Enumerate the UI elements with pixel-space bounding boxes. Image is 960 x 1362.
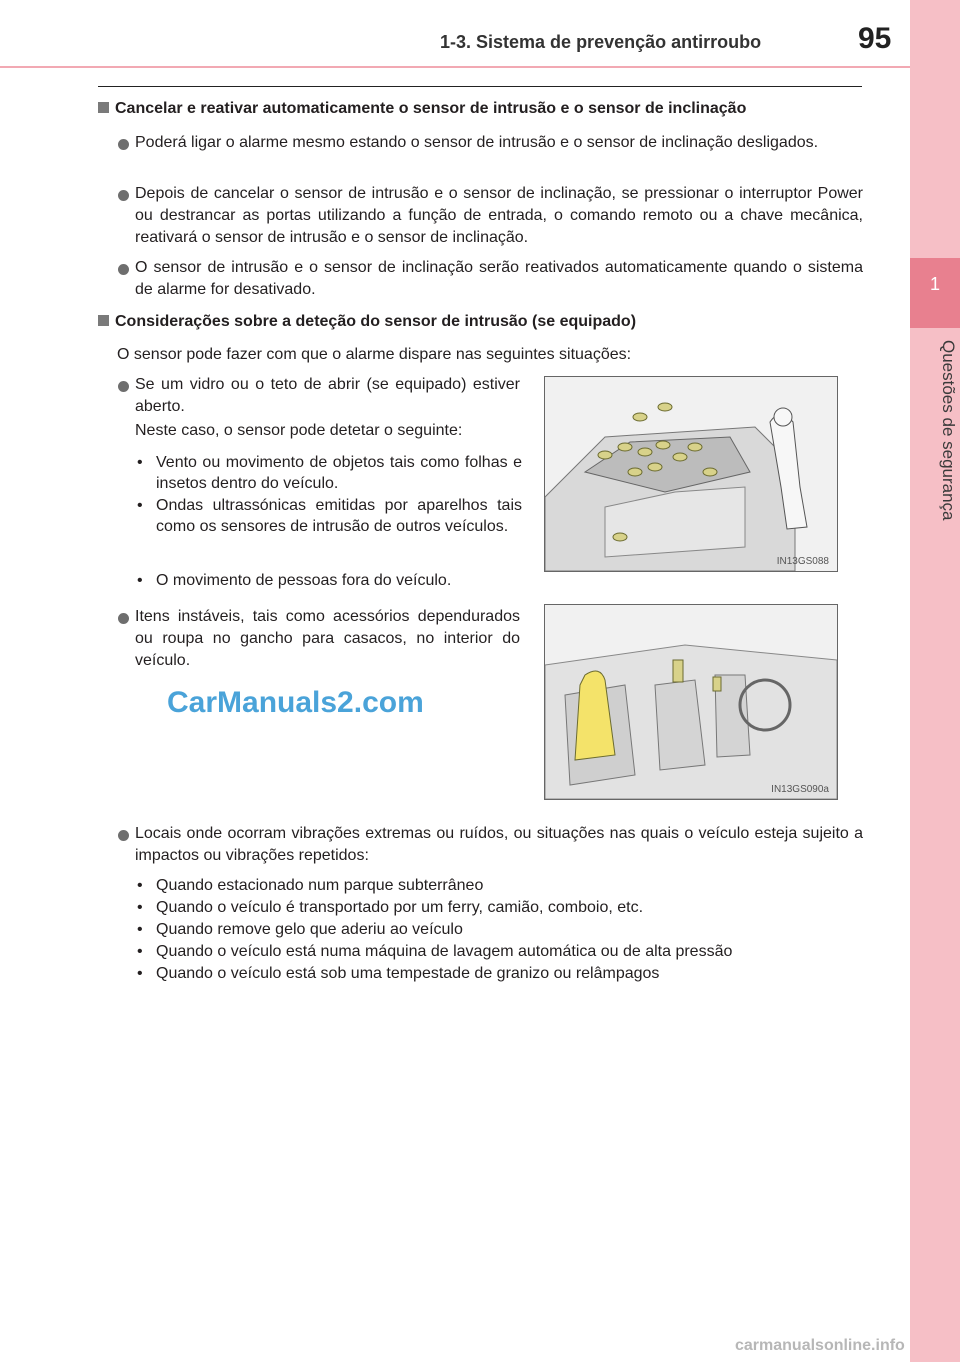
car-sunroof-illustration <box>544 376 838 572</box>
content-top-rule <box>98 86 862 87</box>
interior-coat-drawing <box>545 605 837 799</box>
bullet2-text: Itens instáveis, tais como acessórios dependurados ou roupa no gancho para casacos, no interior do veículo. <box>135 608 520 669</box>
bullet1-subitem: Ondas ultrassónicas emitidas por aparelhos tais como os sensores de intrusão de outros veículos. <box>156 497 522 535</box>
bullet3-text: Locais onde ocorram vibrações extremas ou ruídos, ou situações nas quais o veículo esteja sujeito a impactos ou vibrações repetidos: <box>135 825 863 864</box>
chapter-title: Questões de segurança <box>939 340 958 521</box>
bullet-dot-icon <box>118 830 129 841</box>
section1-bullet: Depois de cancelar o sensor de intrusão e o sensor de inclinação, se pressionar o interruptor Power ou destrancar as portas utilizando a função de entrada, o comando remoto ou a chave mecânica, reativará o sensor de intrusão e o sensor de inclinação. <box>135 185 863 246</box>
bullet3-subitem: Quando estacionado num parque subterrâneo <box>156 877 484 894</box>
footer-watermark[interactable]: carmanualsonline.info <box>735 1337 905 1354</box>
bullet3-subitem: Quando o veículo é transportado por um ferry, camião, comboio, etc. <box>156 899 644 916</box>
section2-heading: Considerações sobre a deteção do sensor de intrusão (se equipado) <box>98 313 636 331</box>
bullet1-line2: Neste caso, o sensor pode detetar o seguinte: <box>135 422 463 439</box>
bullet3-subitem: Quando remove gelo que aderiu ao veículo <box>156 921 463 938</box>
section2-intro: O sensor pode fazer com que o alarme dispare nas seguintes situações: <box>117 346 632 363</box>
section-title: 1-3. Sistema de prevenção antirroubo <box>440 32 762 52</box>
bullet1-subitem: Vento ou movimento de objetos tais como folhas e insetos dentro do veículo. <box>156 454 522 492</box>
bullet-dot-icon <box>118 381 129 392</box>
bullet3-subitem: Quando o veículo está numa máquina de lavagem automática ou de alta pressão <box>156 943 733 960</box>
bullet-dot-icon <box>118 190 129 201</box>
square-bullet-icon <box>98 102 109 113</box>
bullet-dot-icon <box>118 264 129 275</box>
section1-bullet: O sensor de intrusão e o sensor de inclinação serão reativados automaticamente quando o sistema de alarme for desativado. <box>135 259 863 298</box>
section1-heading: Cancelar e reativar automaticamente o sensor de intrusão e o sensor de inclinação <box>98 100 746 118</box>
bullet1-subitem: O movimento de pessoas fora do veículo. <box>156 572 452 589</box>
figure-code: IN13GS090a <box>771 784 829 795</box>
watermark-center: CarManuals2.com <box>167 686 424 719</box>
bullet1-line1: Se um vidro ou o teto de abrir (se equipado) estiver aberto. <box>135 376 520 415</box>
page-number: 95 <box>858 22 892 55</box>
chapter-sidebar <box>910 0 960 1362</box>
section1-bullet: Poderá ligar o alarme mesmo estando o sensor de intrusão e o sensor de inclinação desligados. <box>135 134 819 151</box>
chapter-number-tab[interactable]: 1 <box>910 258 960 328</box>
bullet-dot-icon <box>118 139 129 150</box>
square-bullet-icon <box>98 315 109 326</box>
sunroof-leaves-drawing <box>545 377 837 571</box>
bullet3-subitem: Quando o veículo está sob uma tempestade de granizo ou relâmpagos <box>156 965 660 982</box>
car-interior-illustration <box>544 604 838 800</box>
bullet-dot-icon <box>118 613 129 624</box>
header-rule <box>0 66 910 68</box>
figure-code: IN13GS088 <box>776 556 829 567</box>
